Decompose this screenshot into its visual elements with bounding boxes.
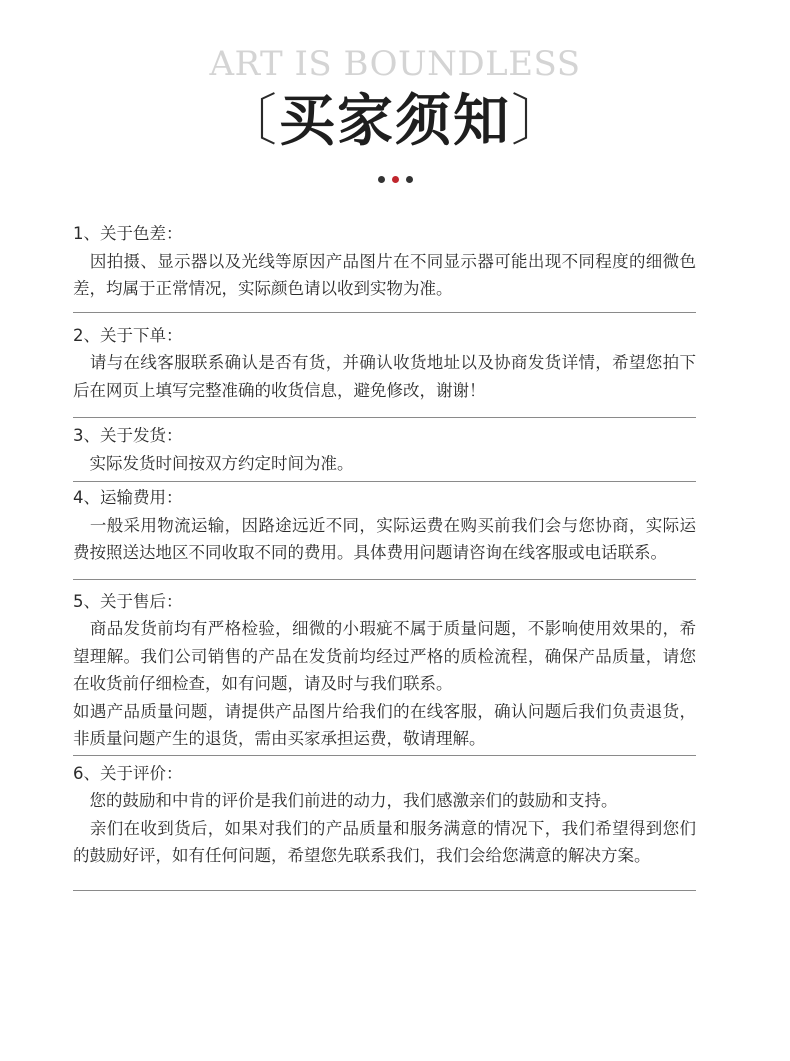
section-ordering [73, 313, 696, 405]
section-divider [73, 890, 696, 891]
section-title: 3、关于发货： [73, 426, 183, 445]
section-paragraph: 商品发货前均有严格检验，细微的小瑕疵不属于质量问题，不影响使用效果的，希望理解。我们公司销售的产品在发货前均经过严格的质检流程，确保产品质量，请您在收货前仔细检查，如有问题，请及时与我们联系。 [73, 619, 696, 693]
section-title: 2、关于下单： [73, 325, 183, 345]
section-paragraph: 请与在线客服联系确认是否有货，并确认收货地址以及协商发货详情，希望您拍下后在网页上填写完整准确的收货信息，避免修改，谢谢！ [73, 353, 696, 400]
section-paragraph: 一般采用物流运输，因路途远近不同，实际运费在购买前我们会与您协商，实际运费按照送达地区不同收取不同的费用。具体费用问题请咨询在线客服或电话联系。 [73, 515, 696, 562]
page-title [0, 88, 790, 155]
section-color-difference [73, 220, 696, 303]
section-paragraph: 实际发货时间按双方约定时间为准。 [73, 453, 354, 473]
title-text: 买家须知 [279, 88, 511, 154]
title-bracket-right: 〕 [511, 89, 569, 154]
dot-accent-icon [392, 176, 399, 183]
section-paragraph: 因拍摄、显示器以及光线等原因产品图片在不同显示器可能出现不同程度的细微色差，均属于正常情况，实际颜色请以收到实物为准。 [73, 251, 696, 298]
header-subtitle: ART IS BOUNDLESS [209, 44, 581, 84]
section-paragraph: 您的鼓励和中肯的评价是我们前进的动力，我们感激亲们的鼓励和支持。 [73, 791, 618, 810]
title-bracket-left: 〔 [221, 89, 279, 154]
section-after-sales [73, 580, 696, 753]
decorative-dots [0, 176, 790, 183]
section-title: 6、关于评价： [73, 763, 183, 783]
section-paragraph: 如遇产品质量问题，请提供产品图片给我们的在线客服，确认问题后我们负责退货，非质量问题产生的退货，需由买家承担运费，敬请理解。 [73, 701, 696, 748]
section-shipping [73, 418, 696, 477]
notice-sections [73, 220, 696, 891]
section-freight-cost [73, 482, 696, 567]
section-reviews [73, 756, 696, 870]
section-title: 4、运输费用： [73, 488, 183, 507]
section-title: 1、关于色差： [73, 224, 183, 243]
dot-icon [406, 176, 413, 183]
section-title: 5、关于售后： [73, 591, 183, 611]
section-paragraph: 亲们在收到货后，如果对我们的产品质量和服务满意的情况下，我们希望得到您们的鼓励好评，如有任何问题，希望您先联系我们，我们会给您满意的解决方案。 [73, 818, 696, 865]
dot-icon [378, 176, 385, 183]
